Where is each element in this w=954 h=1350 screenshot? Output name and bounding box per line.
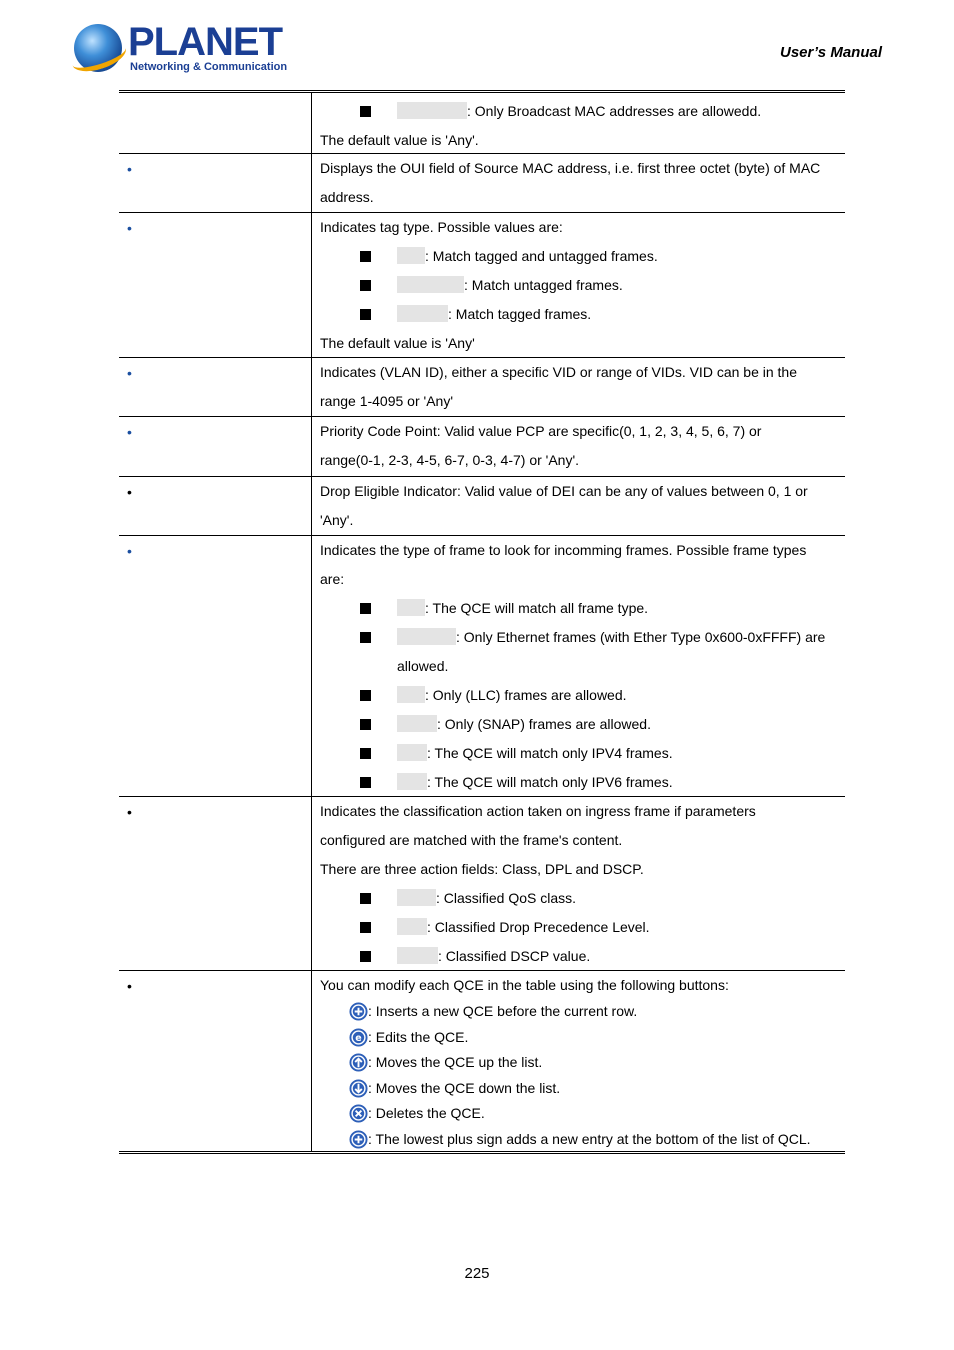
move-down-icon xyxy=(349,1079,368,1098)
delete-icon xyxy=(349,1104,368,1123)
description-text: configured are matched with the frame's content. xyxy=(320,832,623,848)
square-bullet-icon xyxy=(360,280,371,291)
description-text: Priority Code Point: Valid value PCP are specific(0, 1, 2, 3, 4, 5, 6, 7) or xyxy=(320,423,762,439)
option-name-placeholder xyxy=(397,889,436,906)
list-item: : Classified QoS class. xyxy=(320,884,841,913)
table-row xyxy=(119,358,845,417)
bullet-dot-icon: • xyxy=(127,365,132,381)
parameter-cell xyxy=(119,358,312,416)
parameter-cell xyxy=(119,536,312,796)
table-row xyxy=(119,797,845,971)
list-item: : Match tagged and untagged frames. xyxy=(320,242,841,271)
square-bullet-icon xyxy=(360,603,371,614)
button-legend-item: : Moves the QCE up the list. xyxy=(320,1050,841,1076)
description-text: Indicates (VLAN ID), either a specific VID or range of VIDs. VID can be in the xyxy=(320,364,797,380)
parameter-cell xyxy=(119,93,312,153)
table-row xyxy=(119,477,845,536)
description-text: allowed. xyxy=(397,658,449,674)
description-cell xyxy=(312,154,845,212)
option-name-placeholder xyxy=(397,599,425,616)
square-bullet-icon xyxy=(360,922,371,933)
description-text: There are three action fields: Class, DPL and DSCP. xyxy=(320,861,644,877)
button-legend-item: : Deletes the QCE. xyxy=(320,1101,841,1127)
square-bullet-icon xyxy=(360,309,371,320)
square-bullet-icon xyxy=(360,777,371,788)
list-item: : Only (SNAP) frames are allowed. xyxy=(320,710,841,739)
description-text: range 1-4095 or 'Any' xyxy=(320,393,453,409)
manual-title: User’s Manual xyxy=(780,44,882,61)
list-item: : Classified DSCP value. xyxy=(320,942,841,971)
option-name-placeholder xyxy=(397,947,438,964)
square-bullet-icon xyxy=(360,951,371,962)
list-item: : Only Ethernet frames (with Ether Type 0x600-0xFFFF) are xyxy=(320,623,841,652)
button-legend-item: : Moves the QCE down the list. xyxy=(320,1076,841,1102)
option-name-placeholder xyxy=(397,715,437,732)
square-bullet-icon xyxy=(360,632,371,643)
button-legend-item: : Inserts a new QCE before the current row. xyxy=(320,999,841,1025)
bullet-dot-icon: • xyxy=(127,484,132,500)
bullet-dot-icon: • xyxy=(127,161,132,177)
list-item: : Match untagged frames. xyxy=(320,271,841,300)
square-bullet-icon xyxy=(360,690,371,701)
description-cell xyxy=(312,971,845,1151)
list-item: : Match tagged frames. xyxy=(320,300,841,329)
description-text: Displays the OUI field of Source MAC address, i.e. first three octet (byte) of MAC xyxy=(320,160,821,176)
list-item: : The QCE will match all frame type. xyxy=(320,594,841,623)
description-cell xyxy=(312,417,845,476)
bullet-dot-icon: • xyxy=(127,424,132,440)
description-cell xyxy=(312,358,845,416)
description-text: Indicates tag type. Possible values are: xyxy=(320,219,563,235)
table-row xyxy=(119,154,845,213)
square-bullet-icon xyxy=(360,893,371,904)
option-name-placeholder xyxy=(397,102,467,119)
option-name-placeholder xyxy=(397,247,425,264)
description-text: Indicates the classification action taken on ingress frame if parameters xyxy=(320,803,756,819)
list-item: : Classified Drop Precedence Level. xyxy=(320,913,841,942)
description-cell xyxy=(312,797,845,970)
logo-wordmark: PLANET xyxy=(128,20,282,64)
svg-text:e: e xyxy=(355,1032,362,1044)
table-row xyxy=(119,93,845,154)
option-name-placeholder xyxy=(397,918,427,935)
move-up-icon xyxy=(349,1053,368,1072)
parameter-cell xyxy=(119,971,312,1151)
button-legend-item: e : Edits the QCE. xyxy=(320,1025,841,1051)
description-text: The default value is 'Any'. xyxy=(320,132,479,148)
bullet-dot-icon: • xyxy=(127,978,132,994)
description-cell xyxy=(312,536,845,796)
description-cell xyxy=(312,213,845,357)
square-bullet-icon xyxy=(360,748,371,759)
option-name-placeholder xyxy=(397,276,464,293)
description-text: Drop Eligible Indicator: Valid value of DEI can be any of values between 0, 1 or xyxy=(320,483,808,499)
parameter-cell xyxy=(119,477,312,535)
bullet-dot-icon: • xyxy=(127,804,132,820)
table-row xyxy=(119,971,845,1154)
description-text: 'Any'. xyxy=(320,512,354,528)
option-name-placeholder xyxy=(397,744,427,761)
parameter-cell xyxy=(119,213,312,357)
bullet-dot-icon: • xyxy=(127,220,132,236)
description-text: address. xyxy=(320,189,374,205)
add-icon xyxy=(349,1130,368,1149)
option-name-placeholder xyxy=(397,773,427,790)
parameter-cell xyxy=(119,417,312,476)
table-row xyxy=(119,213,845,358)
option-name-placeholder xyxy=(397,305,448,322)
option-name-placeholder xyxy=(397,628,456,645)
planet-logo xyxy=(74,20,288,78)
description-text: Indicates the type of frame to look for incomming frames. Possible frame types xyxy=(320,542,807,558)
square-bullet-icon xyxy=(360,106,371,117)
list-item: : The QCE will match only IPV6 frames. xyxy=(320,768,841,797)
description-text: You can modify each QCE in the table using the following buttons: xyxy=(320,977,729,993)
parameter-cell xyxy=(119,797,312,970)
edit-icon xyxy=(349,1028,368,1047)
list-item: : The QCE will match only IPV4 frames. xyxy=(320,739,841,768)
button-legend-item: : The lowest plus sign adds a new entry at the bottom of the list of QCL. xyxy=(320,1127,841,1153)
bullet-dot-icon: • xyxy=(127,543,132,559)
square-bullet-icon xyxy=(360,251,371,262)
logo-tagline: Networking & Communication xyxy=(130,61,288,73)
page-number: 225 xyxy=(464,1265,490,1282)
table-row xyxy=(119,536,845,797)
description-cell xyxy=(312,477,845,535)
square-bullet-icon xyxy=(360,719,371,730)
table-row xyxy=(119,417,845,477)
description-text: are: xyxy=(320,571,345,587)
parameter-table xyxy=(119,90,845,1154)
description-text: The default value is 'Any' xyxy=(320,335,475,351)
insert-icon xyxy=(349,1002,368,1021)
option-name-placeholder xyxy=(397,686,425,703)
parameter-cell xyxy=(119,154,312,212)
list-item: : Only Broadcast MAC addresses are allowedd. xyxy=(320,97,841,126)
description-text: range(0-1, 2-3, 4-5, 6-7, 0-3, 4-7) or 'Any'. xyxy=(320,452,580,468)
list-item: : Only (LLC) frames are allowed. xyxy=(320,681,841,710)
description-cell xyxy=(312,93,845,153)
